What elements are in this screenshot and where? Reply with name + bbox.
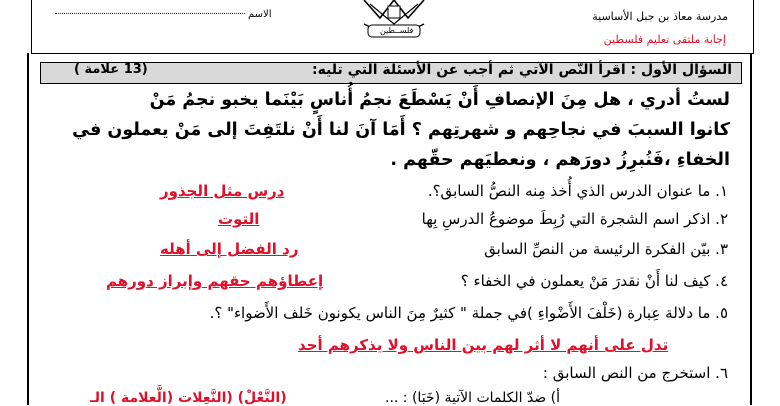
question-4: ٤. كيف لنا أَنْ نقدرَ مَنْ يعملون في الخفاء ؟ bbox=[460, 272, 728, 290]
question-1: ١. ما عنوان الدرس الذي أُخذ مِنه النصُّ السابق؟. bbox=[427, 182, 728, 200]
answer-source: إجابة ملتقى تعليم فلسطين bbox=[603, 33, 726, 46]
partial-line-right: أ) ضدّ الكلمات الآتية (خَبَا) : ... bbox=[385, 390, 560, 406]
partial-line-left: (النَّعْلْ) (النَّعِلات (الَّعلامة ) الـ bbox=[90, 390, 287, 406]
passage-line-3: الخفاءِ ،فَنُبرِزُ دورَهم ، ونعطيَهم حقّهم . bbox=[390, 150, 730, 170]
question-marks: (13 علامة ) bbox=[74, 62, 148, 77]
answer-2: التوت bbox=[218, 210, 260, 228]
question-3: ٣. بيّن الفكرة الرئيسة من النصِّ السابق bbox=[484, 240, 728, 258]
passage-line-2: كانوا السببَ في نجاحِهم و شهرتِهم ؟ أَمَا آنَ لنا أَنْ نلتَفِتَ إلى مَنْ يعملون في bbox=[72, 120, 730, 140]
answer-5: تدل على أنهم لا أثر لهم بين الناس ولا يذكرهم أحد bbox=[298, 336, 669, 354]
name-blank-line bbox=[55, 13, 245, 14]
passage-line-1: لستُ أدري ، هل مِنَ الإنصافِ أَنْ يَسْطَعَ نجمُ أُناسٍ بَيْنَما يخبو نجمُ مَنْ bbox=[149, 90, 730, 110]
question-2: ٢. اذكر اسم الشجرة التي رُبِطَ موضوعُ الدرسِ بِها bbox=[421, 210, 728, 228]
name-label: الاسم bbox=[248, 9, 272, 20]
question-one-title: السؤال الأول : اقرأ النّص الآتي ثم أجب عن الأسئلة التي تليه: bbox=[311, 62, 732, 78]
answer-4: إعطاؤهم حقهم وإبراز دورهم bbox=[106, 272, 324, 290]
logo-text: فلســطين bbox=[380, 26, 414, 35]
answer-3: رد الفضل إلى أهله bbox=[160, 240, 299, 258]
question-5: ٥. ما دلالة عِبارة (خَلْفَ الأَضْواءِ )في جملة " كثيرٌ مِنَ الناس يكونون خَلف الأَضواء" ؟. bbox=[209, 304, 728, 322]
right-border bbox=[750, 53, 752, 405]
answer-1: درس مثل الجذور bbox=[160, 182, 285, 200]
palestine-emblem-logo bbox=[350, 0, 438, 40]
question-6: ٦. استخرج من النص السابق : bbox=[542, 364, 728, 382]
left-border bbox=[27, 53, 29, 405]
school-name: مدرسة معاذ بن جبل الأساسية bbox=[592, 10, 728, 23]
